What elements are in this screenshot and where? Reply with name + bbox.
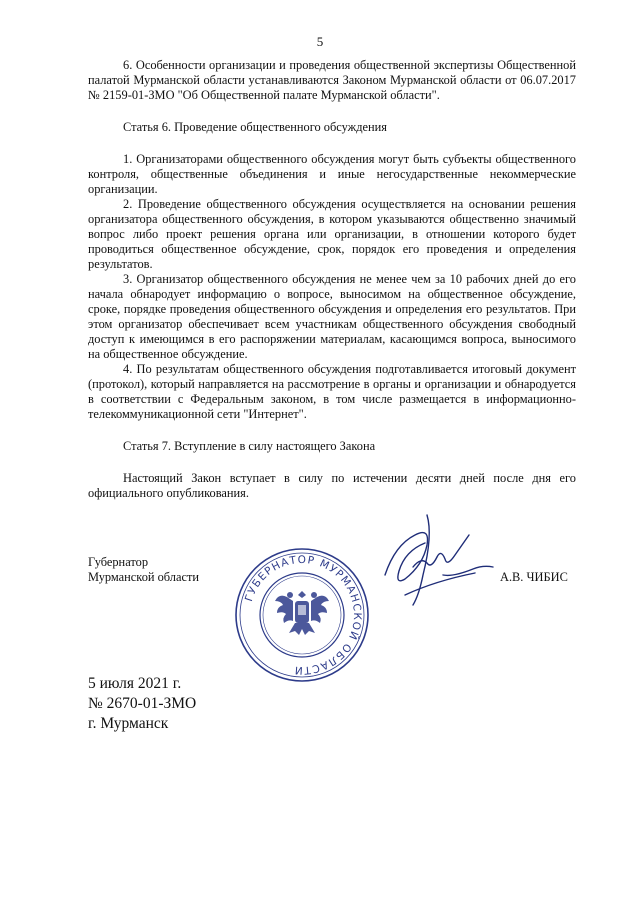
signatory-name: А.В. ЧИБИС (500, 570, 568, 584)
article-6-heading: Статья 6. Проведение общественного обсуждения (123, 120, 387, 134)
signatory-title-line2: Мурманской области (88, 570, 200, 584)
law-city: г. Мурманск (88, 715, 169, 732)
page-number: 5 (316, 34, 324, 49)
paragraph-6: 6. Особенности организации и проведения общественной экспертизы Общественной палатой Мурманской области устанавливаются Законом Мурманской области от 06.07.2017 № 2159-01-ЗМО "Об Общественной палате Мурманской области". (88, 58, 576, 102)
official-seal-icon (232, 545, 372, 685)
law-date: 5 июля 2021 г. (88, 675, 182, 692)
article-7-text: Настоящий Закон вступает в силу по истечении десяти дней после дня его официального опубликования. (88, 471, 576, 500)
handwritten-signature-icon (365, 505, 495, 615)
article-6-item-2: 2. Проведение общественного обсуждения осуществляется на основании решения организатора общественного обсуждения, в котором указываются общественно значимый вопрос либо проект решения органа или организации, в отношении которого будет проводиться общественное обсуждение, срок, порядок его проведения и определения результатов. (88, 197, 576, 271)
article-6-item-1: 1. Организаторами общественного обсуждения могут быть субъекты общественного контроля, общественные объединения и иные негосударственные некоммерческие организации. (88, 152, 576, 196)
law-number: № 2670-01-ЗМО (88, 695, 197, 712)
seal-text: ГУБЕРНАТОР МУРМАНСКОЙ ОБЛАСТИ (242, 553, 364, 677)
article-6-item-3: 3. Организатор общественного обсуждения не менее чем за 10 рабочих дней до его начала обнародует информацию о вопросе, выносимом на общественное обсуждение, сроке, порядке проведения общественного обсуждения и определения его результатов. При этом организатор обеспечивает всем участникам общественного обсуждения свободный доступ к имеющимся в его распоряжении материалам, касающимся вопроса, выносимого на общественное обсуждение. (88, 272, 576, 361)
article-7-heading: Статья 7. Вступление в силу настоящего Закона (123, 439, 376, 453)
article-6-item-4: 4. По результатам общественного обсуждения подготавливается итоговый документ (протокол), который направляется на рассмотрение в органы и организации и обнародуется в соответствии с Федеральным законом, в том числе размещается в информационно-телекоммуникационной сети "Интернет". (88, 362, 576, 421)
signatory-title (88, 555, 199, 585)
document-body (88, 58, 576, 501)
signatory-title-line1: Губернатор (88, 555, 149, 569)
document-footer (88, 674, 196, 734)
